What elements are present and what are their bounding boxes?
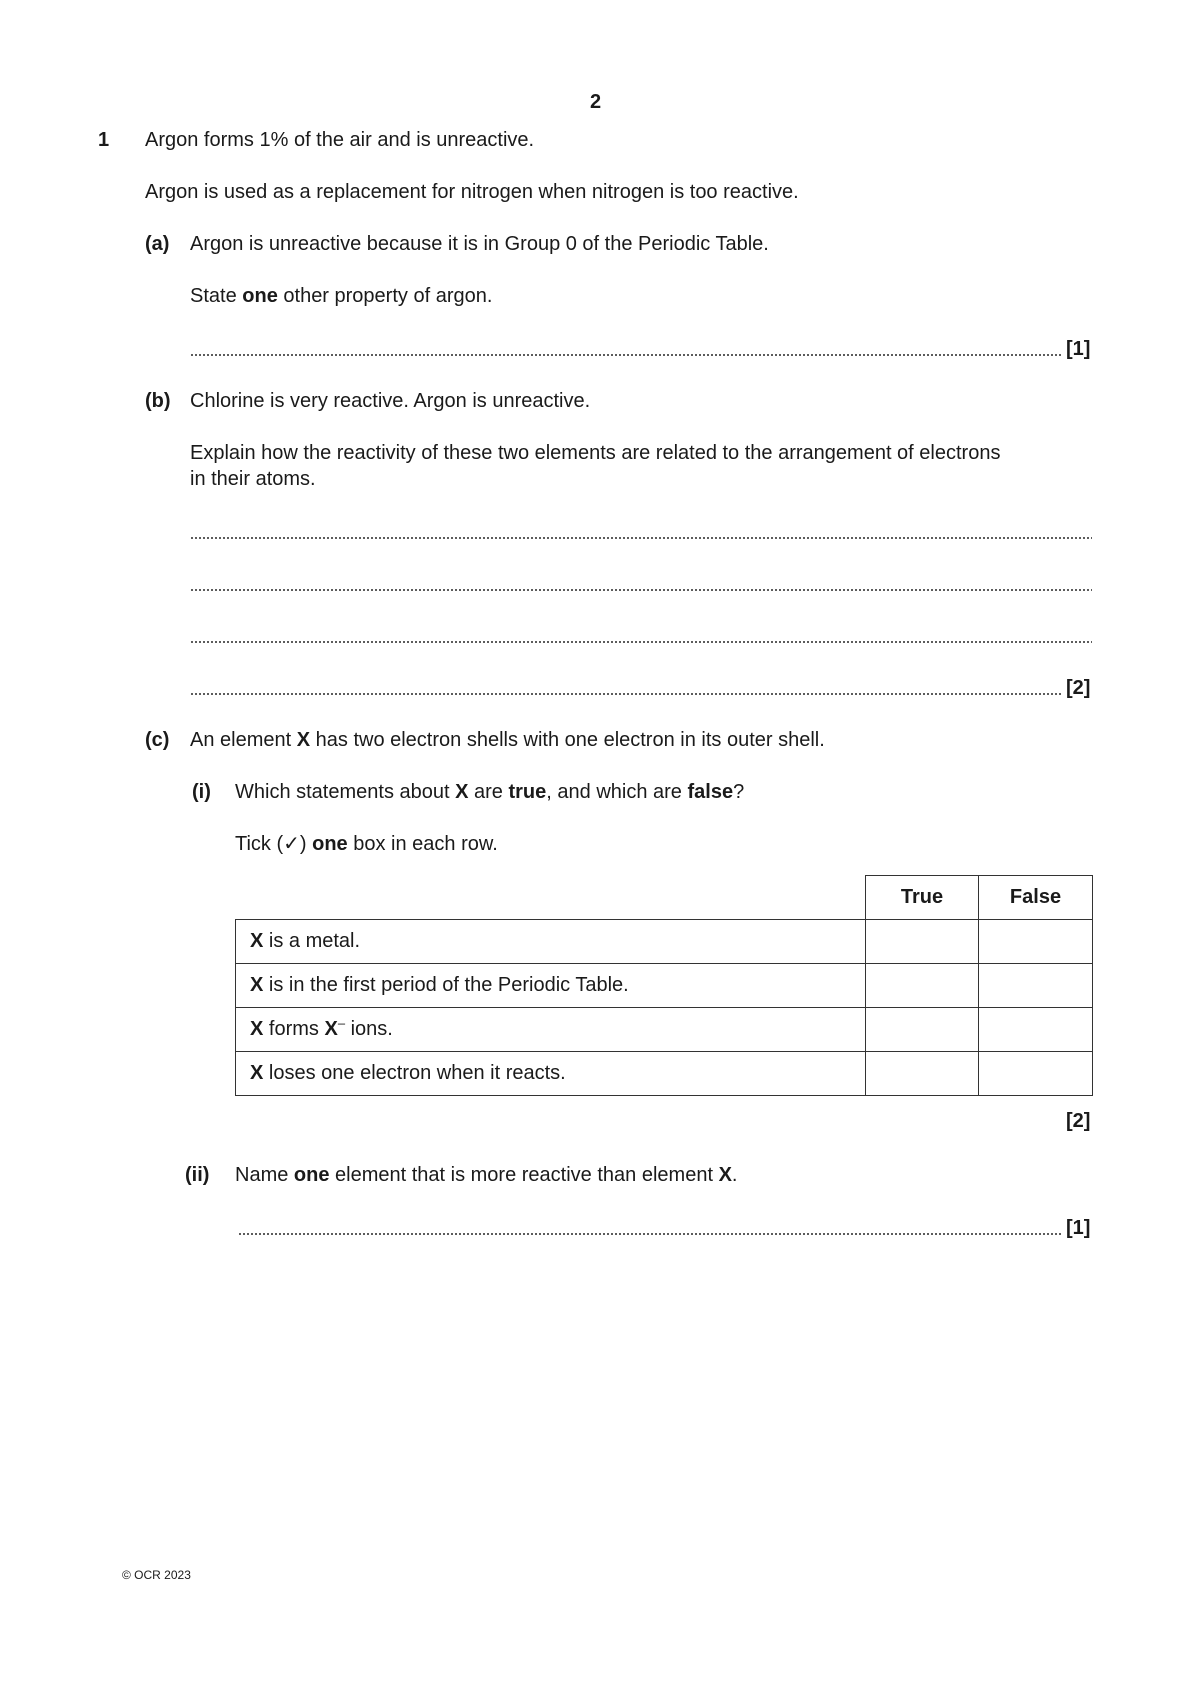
copyright-footer: © OCR 2023 (122, 1568, 191, 1582)
intro-line-2: Argon is used as a replacement for nitrogen when nitrogen is too reactive. (145, 181, 799, 203)
tick-box-true-4[interactable] (866, 1052, 979, 1096)
intro-line-1: Argon forms 1% of the air and is unreactive. (145, 129, 535, 151)
sub-ii-label: (ii) (185, 1164, 210, 1186)
part-b-line-3: in their atoms. (190, 468, 316, 490)
answer-line-b-2[interactable] (190, 589, 1092, 591)
part-b-marks: [2] (1066, 677, 1091, 699)
statement-2: X is in the first period of the Periodic Table. (236, 964, 866, 1008)
sub-ii-question: Name one element that is more reactive than element X. (235, 1164, 738, 1186)
answer-line-b-4[interactable] (190, 693, 1062, 695)
answer-line-b-1[interactable] (190, 537, 1092, 539)
table-header-blank (236, 876, 866, 920)
sub-i-label: (i) (192, 781, 211, 803)
table-row (236, 1008, 1093, 1052)
part-b-line-2: Explain how the reactivity of these two elements are related to the arrangement of electrons (190, 442, 1001, 464)
answer-line-a[interactable] (190, 354, 1062, 356)
statement-4: X loses one electron when it reacts. (236, 1052, 866, 1096)
part-a-label: (a) (145, 233, 170, 255)
tick-box-false-1[interactable] (979, 920, 1093, 964)
header-false: False (979, 876, 1093, 920)
part-b-label: (b) (145, 390, 171, 412)
tick-box-true-2[interactable] (866, 964, 979, 1008)
table-row (236, 964, 1093, 1008)
part-c-line: An element X has two electron shells with one electron in its outer shell. (190, 729, 825, 751)
sub-i-instruction: Tick (✓) one box in each row. (235, 833, 498, 855)
part-a-line-1: Argon is unreactive because it is in Group 0 of the Periodic Table. (190, 233, 769, 255)
part-c-label: (c) (145, 729, 170, 751)
table-row (236, 920, 1093, 964)
table-row (236, 1052, 1093, 1096)
table-header-row (236, 876, 1093, 920)
part-a-line-2: State one other property of argon. (190, 285, 493, 307)
sub-i-marks: [2] (1066, 1110, 1091, 1132)
tick-box-false-3[interactable] (979, 1008, 1093, 1052)
header-true: True (866, 876, 979, 920)
tick-box-true-3[interactable] (866, 1008, 979, 1052)
true-false-table (235, 875, 1093, 1096)
part-a-marks: [1] (1066, 338, 1091, 360)
answer-line-b-3[interactable] (190, 641, 1092, 643)
sub-i-question: Which statements about X are true, and which are false? (235, 781, 745, 803)
question-number: 1 (98, 129, 110, 151)
tick-box-false-4[interactable] (979, 1052, 1093, 1096)
statement-3: X forms X– ions. (236, 1008, 866, 1052)
part-b-line-1: Chlorine is very reactive. Argon is unreactive. (190, 390, 591, 412)
statement-1: X is a metal. (236, 920, 866, 964)
page-number: 2 (589, 91, 602, 113)
tick-box-false-2[interactable] (979, 964, 1093, 1008)
answer-line-c-ii[interactable] (238, 1233, 1062, 1235)
sub-ii-marks: [1] (1066, 1217, 1091, 1239)
tick-box-true-1[interactable] (866, 920, 979, 964)
